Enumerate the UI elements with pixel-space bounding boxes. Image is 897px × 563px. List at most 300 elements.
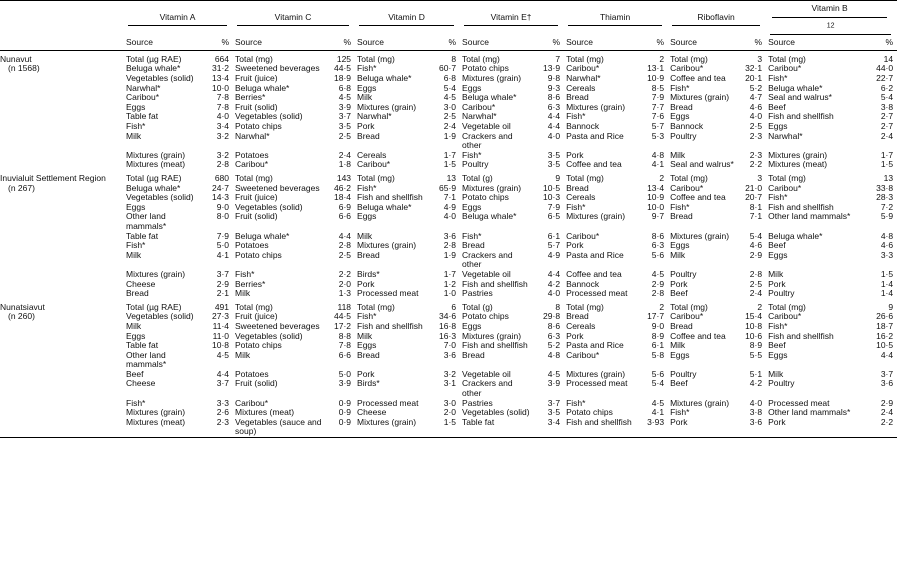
- percent-cell: 6·8: [338, 83, 352, 93]
- source-cell: Eggs: [126, 202, 146, 212]
- percent-cell: 11·0: [212, 331, 230, 341]
- source-cell: Processed meat: [357, 289, 419, 299]
- region-cell-empty: [0, 270, 124, 280]
- percent-cell: 3·7: [216, 379, 230, 389]
- source-cell: Crackers and other: [462, 379, 513, 399]
- source-cell: Caribou*: [768, 312, 802, 322]
- percent-cell: 5·4: [443, 83, 457, 93]
- source-cell: Fish*: [566, 398, 586, 408]
- source-cell: Fish and shellfish: [768, 331, 834, 341]
- source-cell: Other land mammals*: [126, 212, 167, 231]
- source-cell: Eggs: [126, 102, 146, 112]
- table-row: [0, 418, 897, 438]
- region-sample-size: [0, 184, 124, 194]
- source-cell: Pork: [670, 279, 688, 289]
- percent-cell: 20·7: [745, 193, 763, 203]
- source-cell: Eggs: [462, 321, 482, 331]
- table-row: [0, 151, 897, 161]
- percent-cell: 7·1: [749, 212, 763, 222]
- source-cell: Poultry: [768, 379, 795, 389]
- percent-cell: 3·0: [443, 102, 457, 112]
- source-cell: Milk: [357, 231, 373, 241]
- source-cell: Eggs: [357, 212, 377, 222]
- source-cell: Beluga whale*: [768, 231, 823, 241]
- source-cell: Caribou*: [235, 398, 269, 408]
- percent-cell: 3·2: [443, 369, 457, 379]
- table-row: [0, 212, 897, 231]
- percent-cell: 491: [214, 301, 230, 312]
- source-cell: Fish and shellfish: [462, 341, 528, 351]
- source-cell: Poultry: [670, 269, 697, 279]
- percent-cell: 9·0: [216, 202, 230, 212]
- percent-cell: 4·0: [749, 398, 763, 408]
- source-cell: Bread: [357, 131, 380, 141]
- source-cell: Berries*: [235, 279, 266, 289]
- source-cell: Pork: [357, 369, 375, 379]
- source-cell: Potato chips: [462, 64, 509, 74]
- percent-cell: 1·9: [443, 131, 457, 141]
- source-cell: Berries*: [235, 93, 266, 103]
- percent-cell: 18·9: [334, 74, 352, 84]
- source-cell: Total (mg): [566, 301, 604, 312]
- percent-cell: 2·5: [443, 112, 457, 122]
- percent-cell: 4·9: [547, 250, 561, 260]
- percent-cell: 3·2: [216, 131, 230, 141]
- percent-cell: 4·1: [651, 408, 665, 418]
- source-cell: Mixtures (meat): [235, 408, 295, 418]
- source-cell: Fruit (juice): [235, 193, 278, 203]
- source-cell: Potato chips: [235, 122, 282, 132]
- source-cell: Total (mg): [670, 53, 708, 64]
- source-cell: Total (mg): [235, 301, 273, 312]
- percent-cell: 3·2: [216, 150, 230, 160]
- percent-cell: 4·4: [547, 122, 561, 132]
- region-cell-empty: [0, 122, 124, 132]
- source-cell: Vegetables (solid): [235, 331, 303, 341]
- source-cell: Fish and shellfish: [357, 193, 423, 203]
- source-cell: Sweetened beverages: [235, 64, 320, 74]
- source-cell: Fish*: [670, 202, 690, 212]
- region-cell-empty: [0, 351, 124, 370]
- source-cell: Milk: [768, 269, 784, 279]
- percent-cell: 2·6: [216, 408, 230, 418]
- source-cell: Sweetened beverages: [235, 321, 320, 331]
- percent-cell: 1·2: [443, 279, 457, 289]
- source-cell: Pork: [566, 331, 584, 341]
- percent-cell: 3·9: [338, 379, 352, 389]
- percent-cell: 8·6: [547, 93, 561, 103]
- percent-cell: 6·6: [338, 212, 352, 222]
- source-cell: Total (µg RAE): [126, 301, 182, 312]
- percent-cell: 8·5: [651, 83, 665, 93]
- percent-cell: 2·3: [749, 150, 763, 160]
- percent-cell: 2·1: [216, 289, 230, 299]
- percent-cell: 125: [336, 53, 352, 64]
- source-cell: Mixtures (grain): [126, 150, 186, 160]
- source-cell: Fish*: [768, 74, 788, 84]
- source-cell: Beef: [670, 379, 688, 389]
- source-cell: Fruit (juice): [235, 74, 278, 84]
- source-cell: Bread: [357, 350, 380, 360]
- percent-cell: 2·8: [651, 289, 665, 299]
- percent-cell: 4·9: [443, 202, 457, 212]
- percent-cell: 4·1: [216, 250, 230, 260]
- percent-cell: 7·0: [443, 341, 457, 351]
- percent-cell: 3·6: [443, 350, 457, 360]
- table-row: [0, 370, 897, 380]
- source-cell: Beluga whale*: [462, 93, 517, 103]
- percent-cell: 6·9: [338, 202, 352, 212]
- percent-cell: 24·7: [212, 183, 230, 193]
- table-row: [0, 280, 897, 290]
- percent-cell: 60·7: [439, 64, 457, 74]
- percent-cell: 3·9: [547, 379, 561, 389]
- percent-cell: 15·4: [745, 312, 763, 322]
- percent-cell: 22·7: [876, 74, 894, 84]
- source-cell: Vegetables (solid): [126, 74, 194, 84]
- source-cell: Mixtures (grain): [462, 331, 522, 341]
- source-cell: Total (mg): [670, 301, 708, 312]
- percent-cell: 4·4: [880, 350, 894, 360]
- percent-cell: 3·4: [216, 122, 230, 132]
- source-cell: Bread: [566, 183, 589, 193]
- percent-cell: 10·9: [647, 193, 665, 203]
- percent-cell: 680: [214, 173, 230, 183]
- col-header-vitamin-b12: Vitamin B $_{12}$: [766, 1, 897, 35]
- source-cell: Fish*: [566, 202, 586, 212]
- percent-cell: 1·5: [880, 269, 894, 279]
- percent-cell: 21·0: [745, 183, 763, 193]
- percent-cell: 13·9: [543, 64, 561, 74]
- source-cell: Eggs: [462, 202, 482, 212]
- percent-cell: 5·6: [651, 250, 665, 260]
- percent-cell: 44·5: [334, 64, 352, 74]
- source-cell: Cereals: [357, 150, 387, 160]
- percent-cell: 1·0: [443, 289, 457, 299]
- percent-cell: 4·5: [547, 369, 561, 379]
- percent-cell: 10·0: [647, 202, 665, 212]
- source-cell: Fish*: [357, 183, 377, 193]
- percent-cell: 5·5: [749, 350, 763, 360]
- source-cell: Mixtures (grain): [566, 102, 626, 112]
- source-cell: Pork: [357, 279, 375, 289]
- percent-cell: 13: [446, 173, 457, 183]
- region-sample-size: [0, 312, 124, 322]
- percent-cell: 10·5: [876, 341, 894, 351]
- percent-cell: 2·4: [749, 289, 763, 299]
- source-cell: Milk: [768, 369, 784, 379]
- percent-cell: 664: [214, 53, 230, 64]
- percent-cell: 7·8: [216, 102, 230, 112]
- percent-cell: 2·9: [651, 279, 665, 289]
- source-cell: Vegetables (solid): [462, 408, 530, 418]
- percent-cell: 4·5: [651, 269, 665, 279]
- region-n: (n 260): [8, 312, 35, 322]
- percent-cell: 2: [659, 301, 665, 312]
- percent-cell: 44·0: [876, 64, 894, 74]
- source-cell: Caribou*: [670, 183, 704, 193]
- source-cell: Milk: [126, 131, 142, 141]
- percent-cell: 3·0: [443, 398, 457, 408]
- subheader-source: Source: [766, 35, 865, 51]
- source-cell: Vegetables (solid): [235, 202, 303, 212]
- source-cell: Fish*: [566, 112, 586, 122]
- percent-cell: 5·7: [651, 122, 665, 132]
- source-cell: Total (mg): [235, 173, 273, 183]
- source-cell: Processed meat: [566, 289, 628, 299]
- source-cell: Beef: [670, 289, 688, 299]
- percent-cell: 2·4: [880, 131, 894, 141]
- percent-cell: 2·5: [749, 279, 763, 289]
- source-cell: Mixtures (grain): [355, 418, 429, 438]
- col-header-vitamin-c: Vitamin C: [233, 1, 355, 35]
- percent-cell: 5·3: [651, 131, 665, 141]
- source-cell: Total (mg): [235, 53, 273, 64]
- percent-cell: 7·2: [880, 202, 894, 212]
- subheader-source: Source: [668, 35, 736, 51]
- region-cell-empty: [0, 418, 124, 438]
- percent-cell: 28·3: [876, 193, 894, 203]
- percent-cell: 6·3: [547, 331, 561, 341]
- percent-cell: 2·9: [749, 250, 763, 260]
- percent-cell: 3: [757, 53, 763, 64]
- vitamin-header-row: [0, 1, 897, 35]
- source-cell: Vegetable oil: [462, 269, 511, 279]
- source-cell: Pork: [357, 122, 375, 132]
- percent-cell: 4·7: [749, 93, 763, 103]
- source-cell: Mixtures (grain): [462, 74, 522, 84]
- source-cell: Cheese: [126, 279, 156, 289]
- source-cell: Milk: [357, 331, 373, 341]
- percent-cell: 0·9: [325, 418, 355, 438]
- source-cell: Seal and walrus*: [768, 93, 832, 103]
- percent-cell: 2·3: [749, 131, 763, 141]
- region-cell-empty: [0, 203, 124, 213]
- source-cell: Fish*: [462, 150, 482, 160]
- percent-cell: 9·3: [547, 83, 561, 93]
- source-cell: Eggs: [670, 350, 690, 360]
- percent-cell: 18·7: [876, 321, 894, 331]
- percent-cell: 2·2: [749, 160, 763, 170]
- percent-cell: 7·1: [443, 193, 457, 203]
- source-cell: Poultry: [462, 160, 489, 170]
- region-n: (n 1568): [8, 64, 40, 74]
- source-cell: Eggs: [670, 241, 690, 251]
- source-cell: Eggs: [768, 250, 788, 260]
- source-cell: Fish*: [357, 312, 377, 322]
- source-cell: Beluga whale*: [235, 231, 290, 241]
- region-cell-empty: [0, 103, 124, 113]
- source-cell: Cheese: [357, 408, 387, 418]
- percent-cell: 5·6: [651, 369, 665, 379]
- region-cell-empty: [0, 151, 124, 161]
- source-cell: Total (mg): [566, 173, 604, 183]
- region-cell-empty: [0, 193, 124, 203]
- percent-cell: 4·2: [749, 379, 763, 389]
- percent-cell: 13·1: [647, 64, 665, 74]
- source-cell: Cheese: [126, 379, 156, 389]
- source-cell: Milk: [357, 93, 373, 103]
- source-cell: Milk: [126, 321, 142, 331]
- source-cell: Total (mg): [768, 301, 806, 312]
- source-cell: Potatoes: [235, 150, 269, 160]
- source-cell: Vegetable oil: [462, 369, 511, 379]
- percent-cell: 17·7: [647, 312, 665, 322]
- table-row: [0, 103, 897, 113]
- percent-cell: 4·0: [443, 212, 457, 222]
- source-cell: Narwhal*: [126, 83, 161, 93]
- table-row: [0, 122, 897, 132]
- source-cell: Fish*: [126, 241, 146, 251]
- percent-cell: 4·5: [216, 350, 230, 360]
- source-cell: Fish*: [768, 321, 788, 331]
- source-cell: Bannock: [670, 122, 704, 132]
- source-cell: Poultry: [768, 289, 795, 299]
- source-cell: Pork: [768, 279, 786, 289]
- source-cell: Fish*: [670, 408, 690, 418]
- table-row: [0, 132, 897, 151]
- source-cell: Pork: [566, 241, 584, 251]
- source-cell: Milk: [670, 250, 686, 260]
- percent-cell: 13·4: [647, 183, 665, 193]
- percent-cell: 4·8: [651, 150, 665, 160]
- percent-cell: 4·4: [547, 112, 561, 122]
- source-cell: Pastries: [462, 289, 493, 299]
- subheader-pct: %: [535, 35, 564, 51]
- percent-cell: 5·4: [651, 379, 665, 389]
- percent-cell: 4·1: [651, 160, 665, 170]
- percent-cell: 2·3: [202, 418, 233, 438]
- source-cell: Mixtures (grain): [357, 102, 417, 112]
- source-cell: Other land mammals*: [126, 350, 167, 370]
- percent-cell: 4·0: [547, 131, 561, 141]
- source-cell: Narwhal*: [462, 112, 497, 122]
- percent-cell: 3·7: [338, 112, 352, 122]
- percent-cell: 10·9: [647, 74, 665, 84]
- percent-cell: 8·8: [338, 331, 352, 341]
- source-cell: Potatoes: [235, 369, 269, 379]
- percent-cell: 1·7: [443, 269, 457, 279]
- source-cell: Eggs: [462, 83, 482, 93]
- percent-cell: 2·5: [749, 122, 763, 132]
- region-name: Nunavut: [0, 53, 32, 64]
- percent-cell: 4·0: [547, 289, 561, 299]
- region-cell-empty: [0, 399, 124, 409]
- table-row: [0, 312, 897, 322]
- percent-cell: 5·2: [547, 341, 561, 351]
- source-cell: Other land mammals*: [768, 212, 851, 222]
- source-cell: Eggs: [126, 331, 146, 341]
- source-cell: Total (µg RAE): [126, 173, 182, 183]
- source-cell: Milk: [126, 250, 142, 260]
- percent-cell: 3·6: [880, 379, 894, 389]
- source-cell: Cereals: [566, 193, 596, 203]
- region-name: Inuvialuit Settlement Region: [0, 173, 106, 183]
- source-cell: Fruit (juice): [235, 312, 278, 322]
- source-cell: Beef: [768, 341, 786, 351]
- source-cell: Fruit (solid): [235, 379, 278, 389]
- percent-cell: 10·8: [212, 341, 230, 351]
- source-cell: Bannock: [566, 122, 600, 132]
- percent-cell: 3·6: [736, 418, 766, 438]
- source-cell: Mixtures (grain): [768, 150, 828, 160]
- source-cell: Total (g): [462, 301, 493, 312]
- percent-cell: 44·5: [334, 312, 352, 322]
- source-cell: Bannock: [566, 279, 600, 289]
- source-cell: Mixtures (grain): [670, 231, 730, 241]
- percent-cell: 5·9: [880, 212, 894, 222]
- source-cell: Birds*: [357, 269, 380, 279]
- percent-cell: 3·7: [547, 398, 561, 408]
- percent-cell: 6·6: [338, 350, 352, 360]
- source-cell: Fish*: [768, 193, 788, 203]
- source-cell: Other land mammals*: [768, 408, 851, 418]
- percent-cell: 2: [659, 53, 665, 64]
- region-cell-empty: [0, 241, 124, 251]
- region-cell-empty: [0, 332, 124, 342]
- source-cell: Fish*: [126, 122, 146, 132]
- percent-cell: 1·9: [443, 250, 457, 260]
- percent-cell: 4·2: [547, 279, 561, 289]
- table-row: [0, 322, 897, 332]
- source-cell: Vegetables (solid): [235, 112, 303, 122]
- source-cell: Coffee and tea: [670, 74, 726, 84]
- source-cell: Fruit (solid): [235, 102, 278, 112]
- percent-cell: 6·8: [443, 74, 457, 84]
- source-cell: Beluga whale*: [235, 83, 290, 93]
- source-cell: Fish*: [126, 398, 146, 408]
- source-cell: Pork: [668, 418, 736, 438]
- percent-cell: 4·6: [749, 241, 763, 251]
- col-header-vitamin-e: Vitamin E†: [460, 1, 564, 35]
- source-cell: Milk: [670, 341, 686, 351]
- percent-cell: 2·5: [338, 250, 352, 260]
- percent-cell: 4·5: [651, 398, 665, 408]
- percent-cell: 3·6: [443, 231, 457, 241]
- source-cell: Milk: [235, 350, 251, 360]
- source-cell: Potato chips: [235, 341, 282, 351]
- source-cell: Caribou*: [566, 64, 600, 74]
- source-cell: Caribou*: [235, 160, 269, 170]
- percent-cell: 13: [883, 173, 894, 183]
- source-cell: Fish*: [462, 231, 482, 241]
- percent-cell: 3·9: [338, 102, 352, 112]
- source-cell: Fruit (solid): [235, 212, 278, 222]
- source-cell: Pork: [566, 150, 584, 160]
- table-row: [0, 84, 897, 94]
- percent-cell: 4·0: [749, 112, 763, 122]
- percent-cell: 5·0: [338, 369, 352, 379]
- source-cell: Narwhal*: [566, 74, 601, 84]
- source-cell: Total (mg): [357, 301, 395, 312]
- source-cell: Sweetened beverages: [235, 183, 320, 193]
- percent-cell: 8·9: [651, 331, 665, 341]
- source-cell: Beluga whale*: [462, 212, 517, 222]
- percent-cell: 8: [555, 301, 561, 312]
- source-cell: Fish and shellfish: [357, 321, 423, 331]
- percent-cell: 4·6: [749, 102, 763, 112]
- table-row: [0, 332, 897, 342]
- source-cell: Mixtures (grain): [462, 183, 522, 193]
- source-cell: Beluga whale*: [126, 64, 181, 74]
- percent-cell: 8: [451, 53, 457, 64]
- percent-cell: 5·0: [216, 241, 230, 251]
- percent-cell: 26·6: [876, 312, 894, 322]
- percent-cell: 9·8: [547, 74, 561, 84]
- source-cell: Crackers and other: [462, 131, 513, 151]
- region-cell-empty: [0, 160, 124, 170]
- source-cell: Processed meat: [357, 398, 419, 408]
